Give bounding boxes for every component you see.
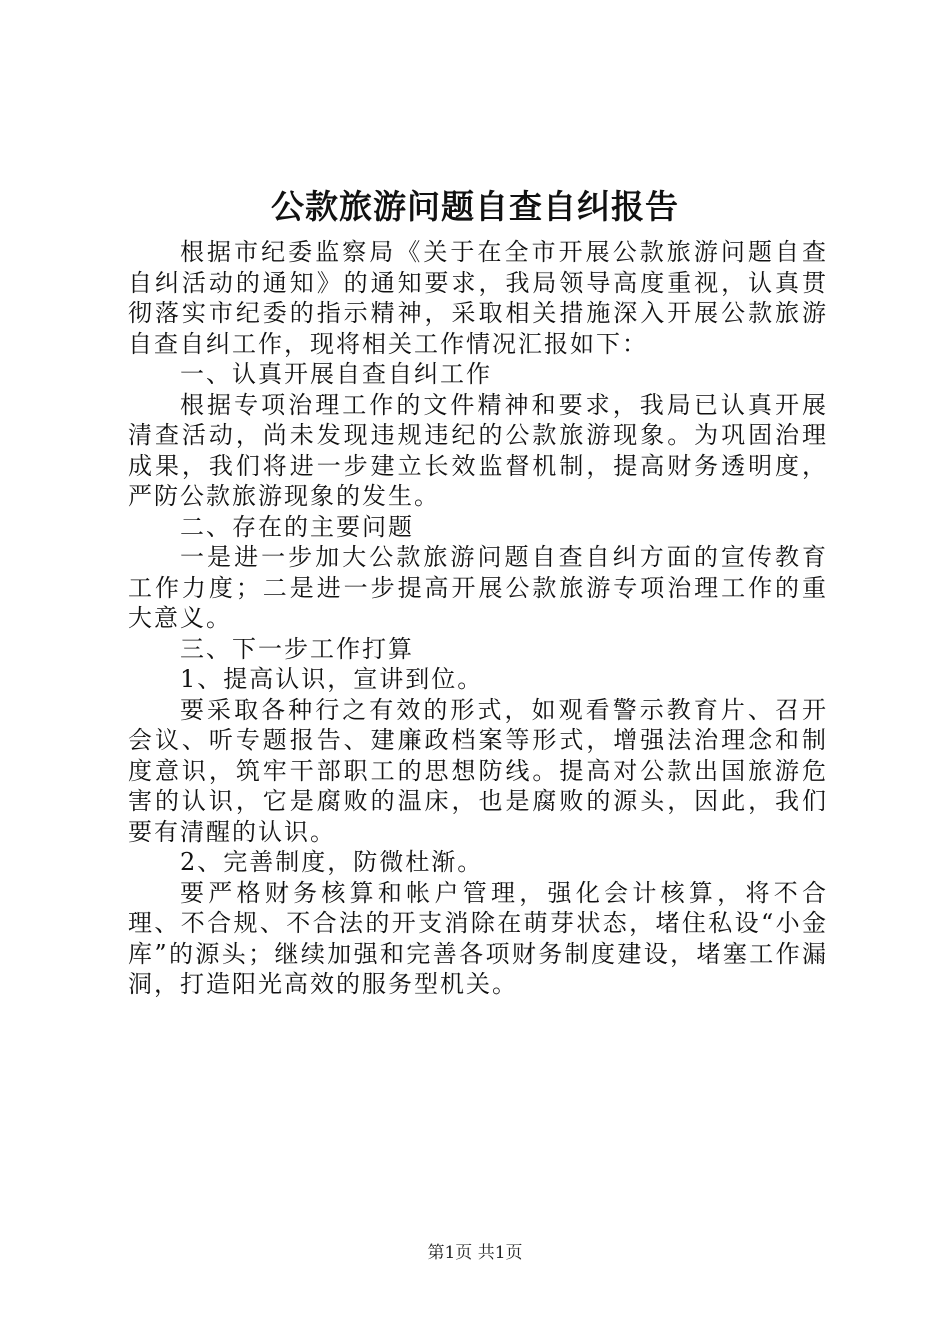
section-2-paragraph: 一是进一步加大公款旅游问题自查自纠方面的宣传教育工作力度；二是进一步提高开展公款旅游专项治理工作的重大意义。 xyxy=(128,543,828,632)
subsection-2-paragraph: 要严格财务核算和帐户管理，强化会计核算，将不合理、不合规、不合法的开支消除在萌芽状态，堵住私设“小金库”的源头；继续加强和完善各项财务制度建设，堵塞工作漏洞，打造阳光高效的服务型机关。 xyxy=(128,878,828,998)
section-heading-1: 一、认真开展自查自纠工作 xyxy=(180,360,492,388)
section-heading-2: 二、存在的主要问题 xyxy=(180,512,414,541)
document-title: 公款旅游问题自查自纠报告 xyxy=(271,187,679,226)
section-heading-3: 三、下一步工作打算 xyxy=(180,634,414,663)
section-1-paragraph: 根据专项治理工作的文件精神和要求，我局已认真开展清查活动，尚未发现违规违纪的公款旅游现象。为巩固治理成果，我们将进一步建立长效监督机制，提高财务透明度，严防公款旅游现象的发生。 xyxy=(128,390,828,510)
subsection-heading-2: 2、完善制度，防微杜渐。 xyxy=(180,848,484,876)
page-number-footer: 第1页 共1页 xyxy=(427,1243,523,1263)
intro-paragraph: 根据市纪委监察局《关于在全市开展公款旅游问题自查自纠活动的通知》的通知要求，我局领导高度重视，认真贯彻落实市纪委的指示精神，采取相关措施深入开展公款旅游自查自纠工作，现将相关工作情况汇报如下： xyxy=(128,238,828,358)
subsection-1-paragraph: 要采取各种行之有效的形式，如观看警示教育片、召开会议、听专题报告、建廉政档案等形式，增强法治理念和制度意识，筑牢干部职工的思想防线。提高对公款出国旅游危害的认识，它是腐败的温床，也是腐败的源头，因此，我们要有清醒的认识。 xyxy=(128,695,828,846)
subsection-heading-1: 1、提高认识，宣讲到位。 xyxy=(180,665,484,693)
document-body xyxy=(128,237,828,1000)
